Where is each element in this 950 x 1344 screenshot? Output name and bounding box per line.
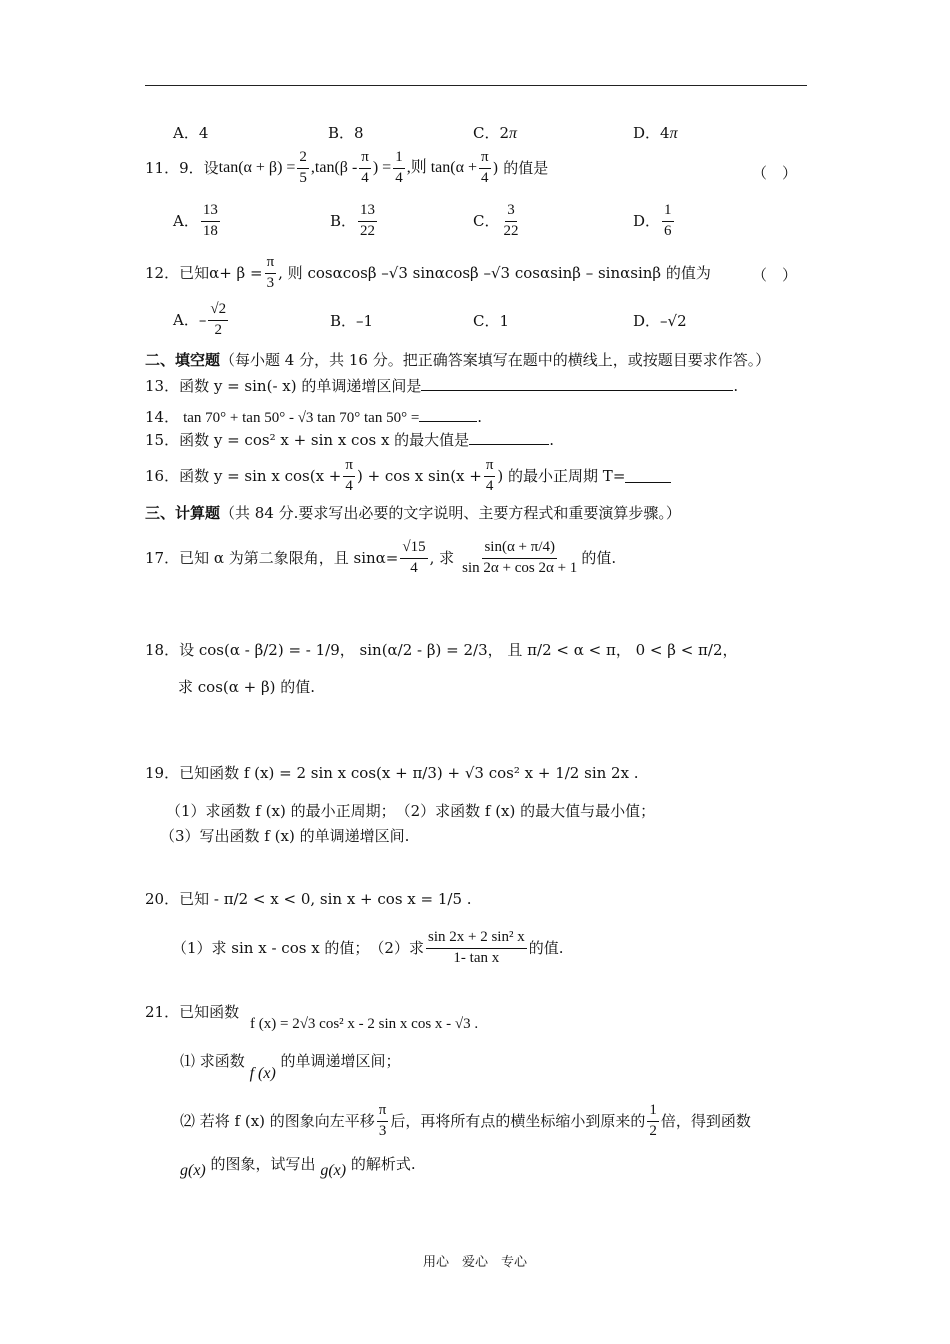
q12-option-a: A．– $\frac{√2}{2}$	[173, 301, 227, 338]
q10-option-d: D．4π	[633, 124, 678, 142]
section-2-title: 二、填空题	[145, 351, 221, 369]
q17-frac-2: $\frac{\sin(\alpha + \pi/4)}{\sin 2\alpha + \cos 2\alpha + 1}$	[462, 539, 578, 576]
q17-expr-1: 17．已知 α 为第二象限角，且 sinα=	[145, 548, 399, 567]
q11-options	[173, 203, 733, 249]
q21-sub3-gx-2: g(x)	[320, 1162, 347, 1179]
q15-answer-blank	[469, 431, 549, 445]
q16-frac-1: $\frac{\pi}{4}$	[345, 457, 353, 494]
q14: 14． tan 70° + tan 50° - √3 tan 70° tan 50° = .	[145, 408, 483, 426]
q19-line-1: 19．已知函数 f (x) = 2 sin x cos(x + π/3) + √3 cos² x + 1/2 sin 2x .	[145, 764, 639, 782]
q18-line-2: 求 cos(α + β) 的值.	[178, 678, 316, 696]
q10-option-c: C．2π	[473, 124, 518, 142]
q12-option-b: B．–1	[330, 312, 374, 330]
q14-answer-blank	[419, 408, 477, 422]
q19-sub-1: （1）求函数 f (x) 的最小正周期； （2）求函数 f (x) 的最大值与最小值；	[166, 802, 656, 820]
q11-frac-1: $\frac{2}{5}$	[299, 149, 307, 186]
q21-line-1: 21．已知函数	[145, 1003, 240, 1021]
q21-sub1-text: ⑴ 求函数	[180, 1052, 245, 1070]
q21-sub-2	[180, 1103, 751, 1140]
q20-sub-text: （1）求 sin x - cos x 的值； （2）求	[172, 938, 424, 957]
section-3-heading	[145, 506, 681, 521]
q21-sub2-frac-2: $\frac{1}{2}$	[649, 1102, 657, 1139]
q16-frac-2: $\frac{\pi}{4}$	[485, 457, 494, 494]
q21-sub2-mid: 后，再将所有点的横坐标缩小到原来的	[390, 1111, 646, 1130]
q11-number: 11．9．设	[145, 158, 219, 177]
q11-frac-4: $\frac{\pi}{4}$	[481, 149, 489, 186]
q12-frac: $\frac{\pi}{3}$	[266, 254, 275, 291]
q16-expr-end: ) 的最小正周期 T=	[497, 466, 626, 485]
q12-options	[173, 302, 733, 346]
q16-answer-blank	[625, 469, 671, 483]
q11-stem	[145, 150, 548, 187]
q12-answer-paren: （ ）	[752, 266, 798, 284]
q21-sub3-gx-1: g(x)	[180, 1162, 206, 1179]
q16-expr-2: ) + cos x sin(x +	[356, 466, 482, 485]
q11-expr-end: ) 的值是	[492, 158, 549, 177]
q10-option-b: B．8	[328, 124, 364, 142]
q11-option-b: B． $\frac{13}{22}$	[330, 202, 376, 239]
q11-option-d: D． $\frac{1}{6}$	[633, 202, 672, 239]
q15-text: 15．函数 y = cos² x + sin x cos x 的最大值是	[145, 431, 470, 449]
q11-expr-4: ,则 tan(α +	[406, 159, 477, 177]
section-2-heading	[145, 353, 770, 368]
q21-sub-3	[180, 1155, 416, 1179]
q12-stem	[145, 255, 711, 292]
q21-sub3-text: 的图象，试写出	[210, 1155, 316, 1173]
q21-sub1-end: 的单调递增区间；	[280, 1052, 401, 1070]
section-2-note: （每小题 4 分，共 16 分。把正确答案填写在题中的横线上，或按题目要求作答。）	[220, 351, 771, 369]
q12-option-d: D．–√2	[633, 312, 687, 330]
q14-expr: tan 70° + tan 50° - √3 tan 70° tan 50° =	[183, 410, 420, 426]
header-rule	[145, 85, 807, 86]
section-3-title: 三、计算题	[145, 504, 221, 522]
q17	[145, 540, 616, 577]
q13-text: 13．函数 y = sin(- x) 的单调递增区间是	[145, 377, 422, 395]
q13-answer-blank	[421, 377, 733, 391]
q20-frac: $\frac{\text{sin 2x + 2 sin² x}}{\text{1- tan x}}$	[427, 929, 525, 966]
q21-sub3-end: 的解析式.	[350, 1155, 416, 1173]
q21-sub2-end: 倍，得到函数	[660, 1111, 751, 1130]
q15: 15．函数 y = cos² x + sin x cos x 的最大值是 .	[145, 431, 554, 449]
q21-sub2-text: ⑵ 若将 f (x) 的图象向左平移	[180, 1111, 375, 1130]
page-footer: 用心 爱心 专心	[422, 1255, 527, 1270]
q21-sub-1	[180, 1052, 401, 1082]
q11-answer-paren: （ ）	[752, 164, 798, 182]
q11-expr-1: tan(α + β) =	[218, 159, 296, 177]
q21-formula: f (x) = 2√3 cos² x - 2 sin x cos x - √3 .	[250, 1016, 479, 1032]
q21-sub2-frac-1: $\frac{\pi}{3}$	[378, 1102, 387, 1139]
q18-line-1: 18．设 cos(α - β/2) = - 1/9， sin(α/2 - β) = 2/3， 且 π/2 < α < π， 0 < β < π/2，	[145, 641, 738, 659]
q11-frac-2: $\frac{\pi}{4}$	[361, 149, 369, 186]
q19-sub-2: （3）写出函数 f (x) 的单调递增区间.	[160, 827, 410, 845]
q17-expr-2: , 求	[429, 548, 455, 567]
q12-number: 12．已知α+ β =	[145, 263, 263, 282]
q12-option-c: C．1	[473, 312, 510, 330]
q11-frac-3: $\frac{1}{4}$	[395, 149, 403, 186]
q17-expr-end: 的值.	[581, 548, 617, 567]
q21-sub1-fx: f (x)	[249, 1065, 276, 1082]
section-3-note: （共 84 分.要求写出必要的文字说明、主要方程式和重要演算步骤。）	[220, 504, 681, 522]
q20-sub-end: 的值.	[528, 938, 564, 957]
q11-expr-2: ,tan(β -	[310, 159, 358, 177]
q12-expr: , 则 cosαcosβ –√3 sinαcosβ –√3 cosαsinβ – sinαsinβ 的值为	[278, 263, 711, 282]
q13: 13．函数 y = sin(- x) 的单调递增区间是 .	[145, 377, 739, 395]
q10-option-a: A．4	[173, 124, 209, 142]
q20-sub	[172, 930, 563, 967]
q16	[145, 458, 671, 495]
q16-expr-1: 16．函数 y = sin x cos(x +	[145, 466, 342, 485]
q14-number: 14．	[145, 408, 180, 426]
q11-option-c: C． $\frac{3}{22}$	[473, 202, 519, 239]
q11-expr-3: ) =	[372, 159, 392, 177]
q11-option-a: A． $\frac{13}{18}$	[173, 202, 218, 239]
q17-frac-1: $\frac{√15}{4}$	[402, 539, 426, 576]
q20-line-1: 20．已知 - π/2 < x < 0, sin x + cos x = 1/5 .	[145, 890, 472, 908]
